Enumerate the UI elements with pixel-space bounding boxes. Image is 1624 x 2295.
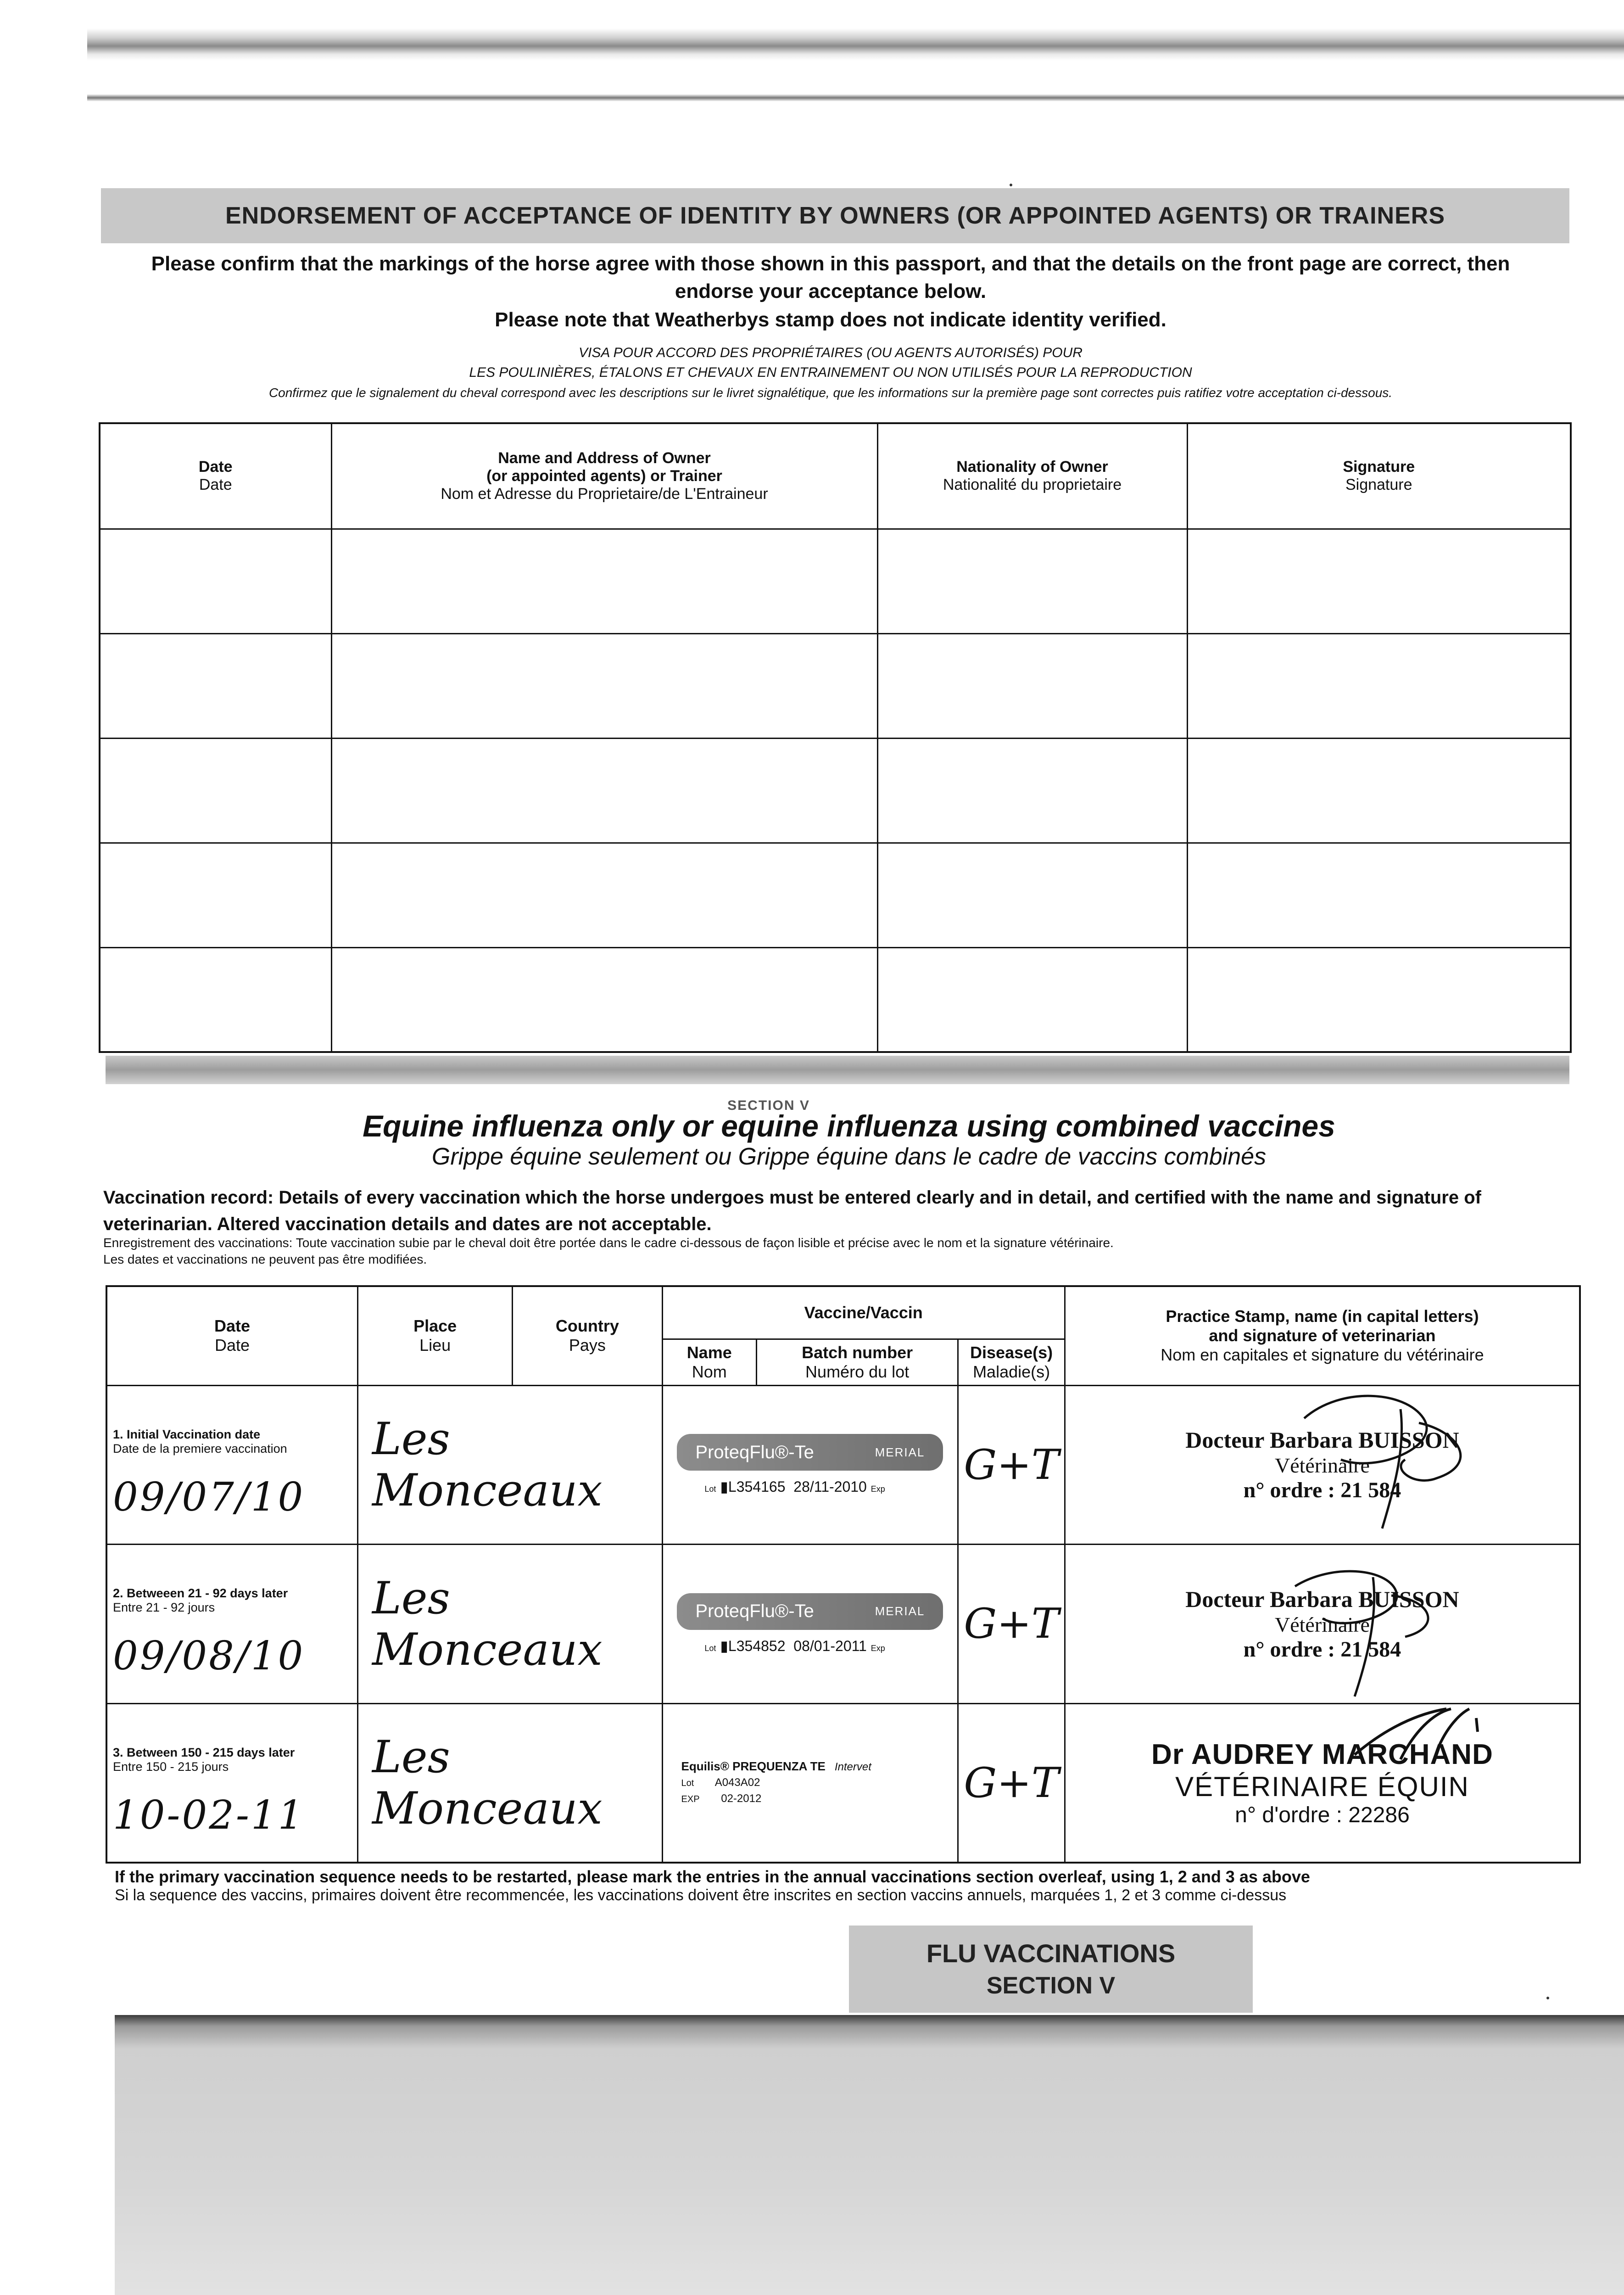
endorsement-row (100, 529, 1571, 633)
vaccination-record-note: Vaccination record: Details of every vaccination which the horse undergoes must be entered clearly and in detail, and certified with the name and signature of veterinarian. Altered vaccination details and dates are not acceptable. (103, 1187, 1481, 1234)
handwritten-date: 10-02-11 (113, 1792, 305, 1838)
vet-stamp-cell (1065, 1703, 1580, 1863)
vet-stamp-cell (1065, 1385, 1580, 1545)
scan-band-middle (106, 1056, 1569, 1084)
endorsement-table (99, 422, 1572, 1053)
vacc-date-cell: 3. Between 150 - 215 days later Entre 150 - 215 jours 10-02-11 (106, 1703, 357, 1863)
cell (877, 633, 1187, 738)
col-date: Date Date (100, 423, 331, 529)
endorsement-row (100, 738, 1571, 843)
handwritten-place: Les Monceaux (357, 1385, 662, 1545)
vaccine-sticker-cell (662, 1703, 958, 1863)
endorsement-row (100, 633, 1571, 738)
cell (1187, 633, 1571, 738)
vaccination-record-note-fr: Enregistrement des vaccinations: Toute vaccination subie par le cheval doit être portée dans le cadre ci-dessous de façon lisible et précise avec le nom et la signature vétérinaire. Les dates et vaccinations ne peuvent pas être modifiées. (103, 1236, 1114, 1266)
col-owner: Name and Address of Owner (or appointed agents) or Trainer Nom et Adresse du Proprietaire/de L'Entraineur (331, 423, 877, 529)
vaccine-sticker: Equilis® PREQUENZA TE Intervet Lot A043A02 EXP 02-2012 (681, 1759, 871, 1805)
col-country: Country Pays (513, 1286, 662, 1385)
cell (331, 843, 877, 947)
cell (100, 843, 331, 947)
cell (1187, 843, 1571, 947)
vet-stamp: Docteur Barbara BUISSON Vétérinaire n° ordre : 21 584 (1185, 1427, 1459, 1503)
vacc-header-row-1 (106, 1286, 1580, 1339)
cell (1187, 529, 1571, 633)
handwritten-disease: G+T (958, 1545, 1065, 1704)
col-vaccine-group: Vaccine/Vaccin (662, 1286, 1065, 1339)
cell (1187, 738, 1571, 843)
vet-stamp-cell (1065, 1545, 1580, 1704)
col-disease: Disease(s) Maladie(s) (958, 1339, 1065, 1385)
col-signature: Signature Signature (1187, 423, 1571, 529)
cell (877, 529, 1187, 633)
cell (331, 633, 877, 738)
scan-line-top (87, 94, 1624, 101)
vet-stamp: Dr AUDREY MARCHAND VÉTÉRINAIRE ÉQUIN n° d'ordre : 22286 (1151, 1738, 1493, 1827)
restart-note-fr: Si la sequence des vaccins, primaires doivent être recommencée, les vaccinations doivent être inscrites en section vaccins annuels, marquées 1, 2 et 3 comme ci-dessus (115, 1886, 1287, 1904)
cell (100, 738, 331, 843)
endorsement-header-row (100, 423, 1571, 529)
vaccination-table (106, 1285, 1581, 1864)
flu-vaccinations-tab: FLU VACCINATIONS SECTION V (849, 1926, 1253, 2013)
cell (877, 738, 1187, 843)
cell (1187, 947, 1571, 1052)
col-place: Place Lieu (357, 1286, 512, 1385)
cell (331, 738, 877, 843)
vet-signature (1267, 1554, 1460, 1701)
confirm-line-1: Please confirm that the markings of the horse agree with those shown in this passport, and that the details on the front page are correct, then (151, 252, 1510, 275)
vaccine-sticker-cell (662, 1385, 958, 1545)
cell (100, 633, 331, 738)
endorsement-row (100, 947, 1571, 1052)
vacc-date-cell: 1. Initial Vaccination date Date de la premiere vaccination 09/07/10 (106, 1385, 357, 1545)
cell (100, 947, 331, 1052)
vaccine-sticker-cell (662, 1545, 958, 1704)
handwritten-place: Les Monceaux (357, 1545, 662, 1704)
cell (877, 947, 1187, 1052)
handwritten-date: 09/08/10 (113, 1633, 305, 1679)
scan-edge-top (87, 28, 1624, 61)
vaccination-row (106, 1703, 1580, 1863)
handwritten-disease: G+T (958, 1385, 1065, 1545)
visa-line-1: VISA POUR ACCORD DES PROPRIÉTAIRES (OU AGENTS AUTORISÉS) POUR (579, 345, 1083, 360)
section-title-en: Equine influenza only or equine influenza using combined vaccines (363, 1109, 1335, 1143)
scan-speck (1010, 184, 1012, 186)
col-practice-stamp: Practice Stamp, name (in capital letters) and signature of veterinarian Nom en capitales et signature du vétérinaire (1065, 1286, 1580, 1385)
cell (331, 947, 877, 1052)
confirm-french: Confirmez que le signalement du cheval correspond avec les descriptions sur le livret signalétique, que les informations sur la première page sont correctes puis ratifiez votre acceptation ci-dessous. (268, 386, 1393, 400)
section-number: SECTION V (727, 1098, 810, 1113)
section-title-fr: Grippe équine seulement ou Grippe équine dans le cadre de vaccins combinés (431, 1143, 1267, 1170)
visa-line-2: LES POULINIÈRES, ÉTALONS ET CHEVAUX EN ENTRAINEMENT OU NON UTILISÉS POUR LA REPRODUCTION (469, 365, 1192, 380)
endorsement-row (100, 843, 1571, 947)
scan-edge-bottom (115, 2015, 1624, 2295)
cell (100, 529, 331, 633)
restart-note-en: If the primary vaccination sequence needs to be restarted, please mark the entries in the annual vaccinations section overleaf, using 1, 2 and 3 as above (115, 1867, 1310, 1886)
handwritten-date: 09/07/10 (113, 1474, 305, 1520)
vaccination-row (106, 1385, 1580, 1545)
col-batch-number: Batch number Numéro du lot (756, 1339, 958, 1385)
scan-speck (1546, 1997, 1549, 1999)
weatherbys-note: Please note that Weatherbys stamp does not indicate identity verified. (495, 308, 1166, 331)
col-nationality: Nationality of Owner Nationalité du proprietaire (877, 423, 1187, 529)
cell (331, 529, 877, 633)
handwritten-disease: G+T (958, 1703, 1065, 1863)
col-vaccine-name: Name Nom (662, 1339, 756, 1385)
vet-stamp: Docteur Barbara BUISSON Vétérinaire n° ordre : 21 584 (1185, 1586, 1459, 1662)
vaccine-sticker: ProteqFlu®-Te MERIAL Lot ▮L354165 28/11-2010 Exp (677, 1434, 943, 1495)
vaccination-row (106, 1545, 1580, 1704)
vaccine-sticker: ProteqFlu®-Te MERIAL Lot ▮L354852 08/01-2011 Exp (677, 1593, 943, 1655)
confirm-line-2: endorse your acceptance below. (675, 280, 987, 302)
vet-signature (1345, 1700, 1483, 1773)
endorsement-banner: ENDORSEMENT OF ACCEPTANCE OF IDENTITY BY OWNERS (OR APPOINTED AGENTS) OR TRAINERS (101, 188, 1569, 243)
vacc-date-cell: 2. Betweeen 21 - 92 days later Entre 21 - 92 jours 09/08/10 (106, 1545, 357, 1704)
col-date: Date Date (106, 1286, 357, 1385)
handwritten-place: Les Monceaux (357, 1703, 662, 1863)
cell (877, 843, 1187, 947)
vet-signature (1286, 1391, 1497, 1538)
